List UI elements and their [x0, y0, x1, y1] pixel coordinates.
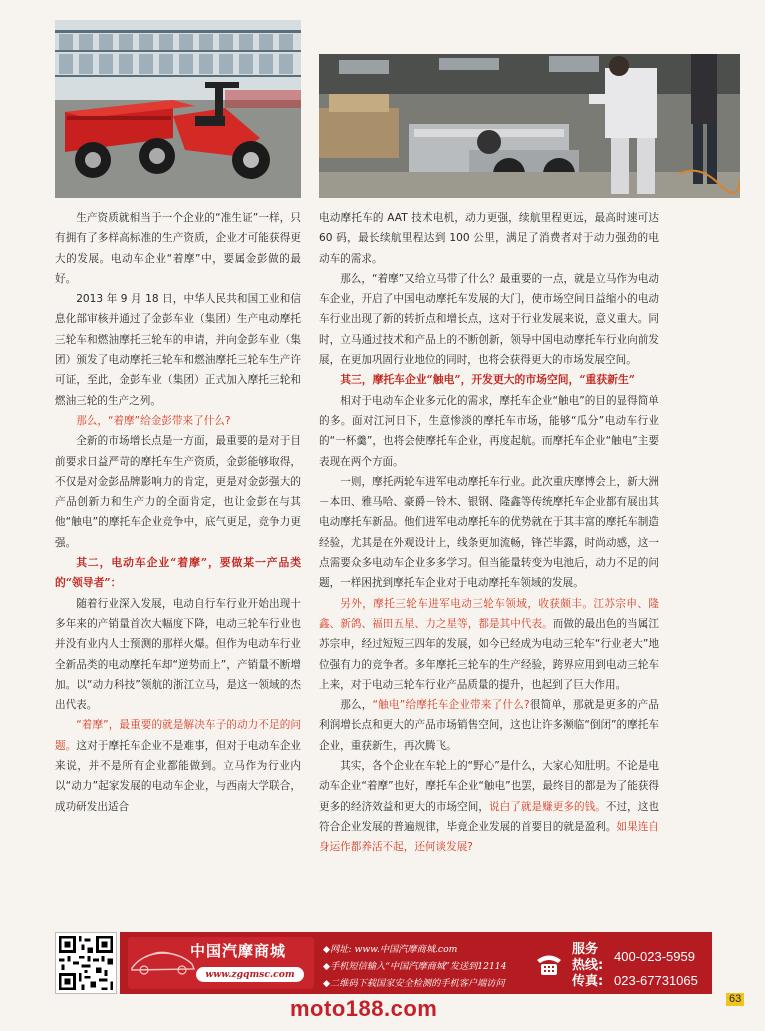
fax-label: 传真: [572, 974, 604, 989]
cargo-tricycle-illustration [55, 20, 301, 198]
highlighted-text: 另外，摩托三轮车进军电动三轮车领域，收获颇丰。江苏宗申、隆鑫、新鸽、福田五星、力之星等，都是其中代表。 [319, 597, 659, 630]
section-heading: 其二，电动车企业“着摩”，要做某一产品类的“领导者”： [55, 556, 301, 590]
article-paragraph [319, 695, 659, 756]
paragraph-text: 生产资质就相当于一个企业的“准生证”一样，只有拥有了多样高标准的生产资质，企业才可能获得更大的发展。电动车企业“着摩”中，要属金彭做的最好。 [55, 212, 301, 285]
paragraph-text: 那么，“着摩”又给立马带了什么？最重要的一点，就是立马作为电动车企业，开启了中国电动摩托车发展的大门，使市场空间日益缩小的电动车行业出现了新的转折点和增长点，这对于行业发展来说，意义重大。同时，立马通过技术和产品上的不断创新，领导中国电动摩托车行业向前发展，在更加巩固行业地位的同时，也将会获得更大的市场发展空间。 [319, 272, 659, 367]
article-paragraph [55, 715, 301, 816]
paragraph-text: 全新的市场增长点是一方面，最重要的是对于目前要求日益严苛的摩托车生产资质，金彭能够取得，不仅是对金彭品牌影响力的肯定，更是对金彭强大的产品创新力和生产力的全面肯定，也让金彭在与其他“触电”的摩托车企业竞争中，底气更足，竞争力更强。 [55, 435, 301, 549]
contact-info-lines [323, 941, 507, 992]
website-line[interactable]: ◆网址: www.中国汽摩商城.com [323, 944, 458, 955]
highlighted-text: “触电”给摩托车企业带来了什么? [372, 699, 530, 712]
service-label: 服务 [572, 942, 599, 957]
sms-line: ◆手机短信输入“中国汽摩商城”发送到12114 [323, 961, 507, 972]
cargo-tricycle-photo [55, 20, 301, 198]
article-column-left [55, 208, 301, 817]
article-paragraph [319, 370, 659, 390]
service-hotline-number[interactable]: 400-023-5959 [614, 949, 695, 964]
paragraph-text: 一则，摩托两轮车进军电动摩托车行业。此次重庆摩博会上，新大洲－本田、雅马哈、豪爵－铃木、银钢、隆鑫等传统摩托车企业都有展出其电动摩托车新品。他们进军电动摩托车的优势就在于其丰富的摩托车制造经验，尤其是在外观设计上，线条更加流畅，锋芒毕露，时尚动感，这一点需要众多电动车企业多多学习。但当能量转变为电池后，动力不足的问题，一样困扰到摩托车企业对于电动摩托车领域的发展。 [319, 475, 659, 590]
hotline-label: 热线: [572, 958, 604, 973]
article-paragraph [319, 208, 659, 269]
paragraph-text: 不过，这也符合企业发展的普遍规律，毕竟企业发展的首要目的就是盈利。 [319, 800, 660, 833]
highlighted-text: “着摩”，最重要的就是解决车子的动力不足的问题。 [55, 719, 301, 752]
highlighted-text: 如果连自身运作都养活不起，还何谈发展? [319, 820, 660, 854]
article-paragraph [55, 431, 301, 553]
qr-download-line: ◆二维码下载国家安全检测的手机客户端访问 [323, 978, 505, 989]
paragraph-text: 那么， [340, 699, 373, 712]
highlighted-text: 说白了就是赚更多的钱。 [489, 800, 606, 813]
paragraph-text: 而做的最出色的当属江苏宗申，经过短短三四年的发展，如今已经成为电动三轮车“行业老大”地位强有力的竞争者。多年摩托三轮车的生产经验，跨界应用到电动三轮车上来，对于电动三轮车行业产品质量的提升，也起到了巨大作用。 [319, 617, 660, 691]
article-paragraph [319, 756, 659, 857]
paragraph-text: 其实，各个企业在车轮上的“野心”是什么，大家心知肚明。不论是电动车企业“着摩”也好，摩托车企业“触电”也罢，最终目的都是为了能获得更多的经济效益和更大的市场空间， [319, 760, 659, 813]
brand-url-link[interactable]: www.zgqmsc.com [196, 967, 304, 982]
article-paragraph [319, 594, 659, 695]
car-logo-icon [128, 940, 198, 980]
article-paragraph [55, 411, 301, 431]
qr-code-icon[interactable] [55, 932, 117, 994]
article-paragraph [319, 269, 659, 370]
article-paragraph [55, 289, 301, 411]
paragraph-text: 随着行业深入发展，电动自行车行业开始出现十多年来的产销量首次大幅度下降，电动三轮车行业也并没有业内人士预测的那样火爆。但作为电动车行业全新品类的电动摩托车却“逆势而上”，产销量不断增加。以“动力科技”领航的浙江立马，是这一领域的杰出代表。 [55, 597, 301, 712]
paragraph-text: 相对于电动车企业多元化的需求，摩托车企业“触电”的目的显得简单的多。面对江河日下，生意惨淡的摩托车市场，能够“瓜分”电动车行业的“一杯羹”，也将会使摩托车企业，再度起航。而摩托车企业“触电”主要表现在两个方面。 [319, 394, 659, 468]
article-paragraph [55, 208, 301, 289]
highlighted-text: 那么，“着摩”给金彭带来了什么? [76, 414, 231, 427]
article-column-right [319, 208, 659, 858]
assembly-line-illustration [319, 54, 740, 198]
fax-number: 023-67731065 [614, 973, 698, 988]
site-watermark: moto188.com [290, 996, 438, 1021]
article-paragraph [319, 472, 659, 594]
page-number: 63 [726, 993, 744, 1006]
contact-labels [572, 942, 603, 990]
brand-name: 中国汽摩商城 [190, 942, 287, 960]
factory-assembly-photo [319, 54, 740, 198]
article-paragraph [55, 553, 301, 594]
paragraph-text: 2013 年 9 月 18 日，中华人民共和国工业和信息化部审核并通过了金彭车业（集团）生产电动摩托三轮车和燃油摩托三轮车的申请，并向金彭车业（集团）颁发了电动摩托三轮车和燃油摩托三轮车生产许可证，至此，金彭车业（集团）正式加入摩托三轮和燃油三轮的生产之列。 [55, 293, 301, 407]
phone-icon [534, 949, 564, 979]
article-paragraph [319, 391, 659, 472]
article-paragraph [55, 594, 301, 716]
paragraph-text: 很简单，那就是更多的产品利润增长点和更大的产品市场销售空间，这也让许多濒临“倒闭”的摩托车企业，重获新生，再次腾飞。 [319, 699, 659, 752]
paragraph-text: 这对于摩托车企业不是难事，但对于电动车企业来说，并不是所有企业都能做到。立马作为行业内以“动力”起家发展的电动车企业，与西南大学联合，成功研发出适合 [55, 739, 302, 813]
contact-numbers [614, 947, 698, 991]
section-heading: 其三，摩托车企业“触电”，开发更大的市场空间，“重获新生” [340, 373, 635, 387]
paragraph-text: 电动摩托车的 AAT 技术电机，动力更强，续航里程更远，最高时速可达 60 码，最长续航里程达到 100 公里，满足了消费者对于动力强劲的电动车的需求。 [319, 212, 659, 265]
